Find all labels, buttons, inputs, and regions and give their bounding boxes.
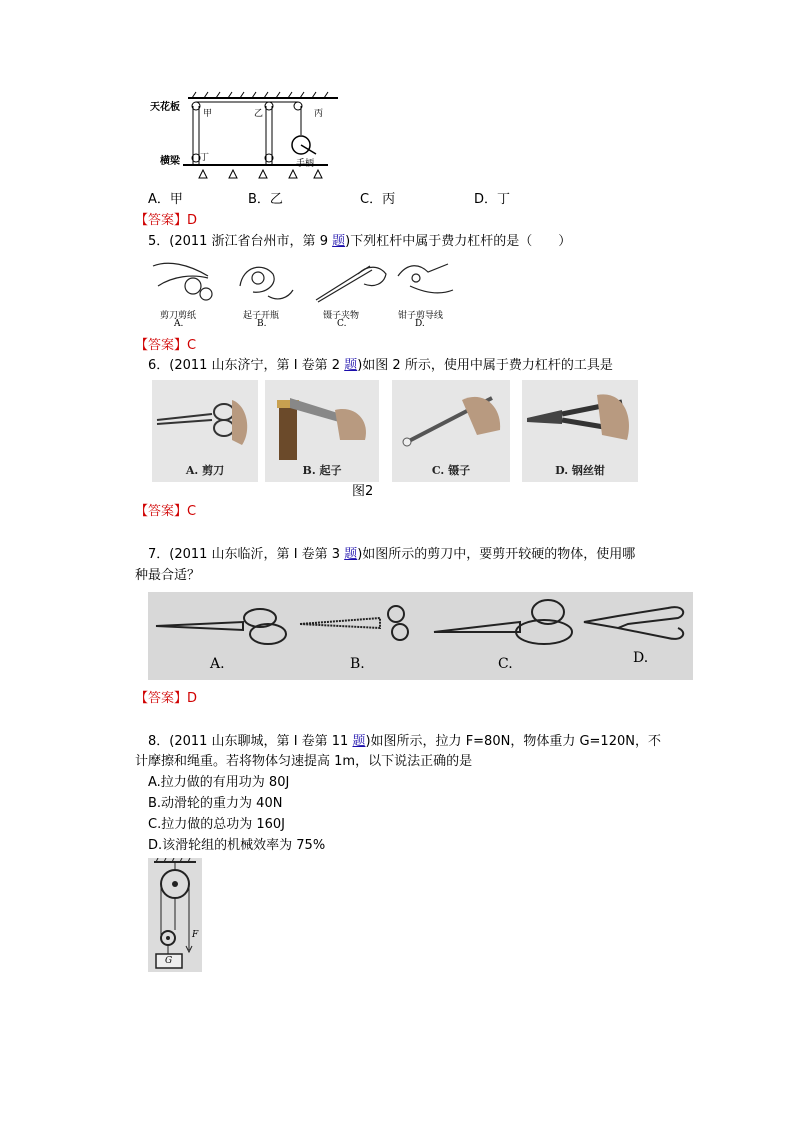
- q6-prefix: 6．(2011 山东济宁，第 I 卷第 2: [148, 358, 345, 373]
- pulley-d-label: 丁: [200, 153, 210, 163]
- q8-option-d: D.该滑轮组的机械效率为 75%: [148, 838, 326, 853]
- q5-lever-sketches: [148, 256, 463, 308]
- ceiling-label: 天花板: [150, 102, 180, 113]
- q5-suffix: )下列杠杆中属于费力杠杆的是（ ）: [345, 234, 572, 249]
- tweezers-icon: [392, 380, 510, 460]
- pulley-a-label: 甲: [203, 109, 213, 119]
- q5-label-c-letter: C.: [337, 319, 347, 329]
- beam-label: 横梁: [160, 156, 180, 167]
- q7-question-line2: 种最合适？: [135, 568, 201, 583]
- q7-label-d: D.: [633, 650, 649, 666]
- q7-answer: 【答案】D: [135, 691, 198, 706]
- q7-scissors-sketches: [148, 592, 693, 680]
- q8-question: [148, 733, 661, 751]
- q8-force-label: F: [192, 930, 199, 940]
- q6-link[interactable]: 题: [344, 358, 358, 373]
- q5-label-d-letter: D.: [415, 319, 425, 329]
- q5-label-b-letter: B.: [257, 319, 267, 329]
- q7-suffix: )如图所示的剪刀中，要剪开较硬的物体，使用哪: [357, 547, 636, 562]
- q6-photo-d-label: D. 钢丝钳: [555, 464, 605, 477]
- q4-option-d: D．丁: [474, 192, 511, 207]
- q8-link[interactable]: 题: [352, 734, 366, 749]
- scissors-icon: [152, 380, 258, 460]
- q7-label-b: B.: [350, 656, 365, 672]
- q5-label-b-name: 起子开瓶: [243, 311, 280, 321]
- q6-question: [148, 357, 613, 375]
- q5-link[interactable]: 题: [332, 234, 346, 249]
- q5-label-a-name: 剪刀剪纸: [160, 311, 197, 321]
- q6-answer: 【答案】C: [135, 504, 197, 519]
- handle-label: 手柄: [296, 159, 315, 169]
- q8-weight-label: G: [165, 956, 173, 966]
- q5-prefix: 5．(2011 浙江省台州市，第 9: [148, 234, 333, 249]
- bottle-opener-icon: [265, 380, 379, 460]
- q5-question: [148, 233, 571, 251]
- q7-label-c: C.: [498, 656, 513, 672]
- q7-label-a: A.: [210, 656, 225, 672]
- q8-option-a: A.拉力做的有用功为 80J: [148, 775, 290, 790]
- q8-question-line2: 计摩擦和绳重。若将物体匀速提高 1m，以下说法正确的是: [135, 754, 473, 769]
- q6-photo-a-label: A. 剪刀: [185, 464, 225, 477]
- q8-option-b: B.动滑轮的重力为 40N: [148, 796, 283, 811]
- q8-pulley-figure: [148, 858, 202, 972]
- q6-photo-scissors: [152, 380, 258, 482]
- q6-photo-c-label: C. 镊子: [431, 464, 471, 477]
- pulley-b-label: 乙: [254, 109, 264, 119]
- q4-option-c: C．丙: [360, 192, 396, 207]
- q8-option-c: C.拉力做的总功为 160J: [148, 817, 285, 832]
- q7-link[interactable]: 题: [344, 547, 358, 562]
- pulley-c-label: 丙: [314, 109, 324, 119]
- q8-prefix: 8．(2011 山东聊城，第 I 卷第 11: [148, 734, 353, 749]
- q5-label-d-name: 钳子剪导线: [398, 311, 444, 321]
- q8-suffix: )如图所示，拉力 F=80N，物体重力 G=120N，不: [365, 734, 661, 749]
- q4-option-a: A．甲: [148, 192, 183, 207]
- q5-answer: 【答案】C: [135, 338, 197, 353]
- q7-question: [148, 546, 635, 564]
- q6-photo-bottle-opener: [265, 380, 379, 482]
- q6-photo-tweezers: [392, 380, 510, 482]
- q5-label-c-name: 镊子夹物: [323, 311, 360, 321]
- q4-answer: 【答案】D: [135, 213, 198, 228]
- q5-label-a-letter: A.: [174, 319, 184, 329]
- q5-figure: [148, 256, 463, 331]
- q6-suffix: )如图 2 所示，使用中属于费力杠杆的工具是: [357, 358, 613, 373]
- q6-photo-pliers: [522, 380, 638, 482]
- q7-scissors-figure: [148, 592, 693, 680]
- ceiling-pulley-figure: [148, 90, 348, 185]
- q6-photo-b-label: B. 起子: [302, 464, 342, 477]
- q6-figure-caption: 图2: [352, 484, 374, 499]
- pliers-icon: [522, 380, 638, 460]
- q8-pulley-diagram: [148, 858, 202, 972]
- q4-option-b: B．乙: [248, 192, 283, 207]
- q7-prefix: 7．(2011 山东临沂，第 I 卷第 3: [148, 547, 345, 562]
